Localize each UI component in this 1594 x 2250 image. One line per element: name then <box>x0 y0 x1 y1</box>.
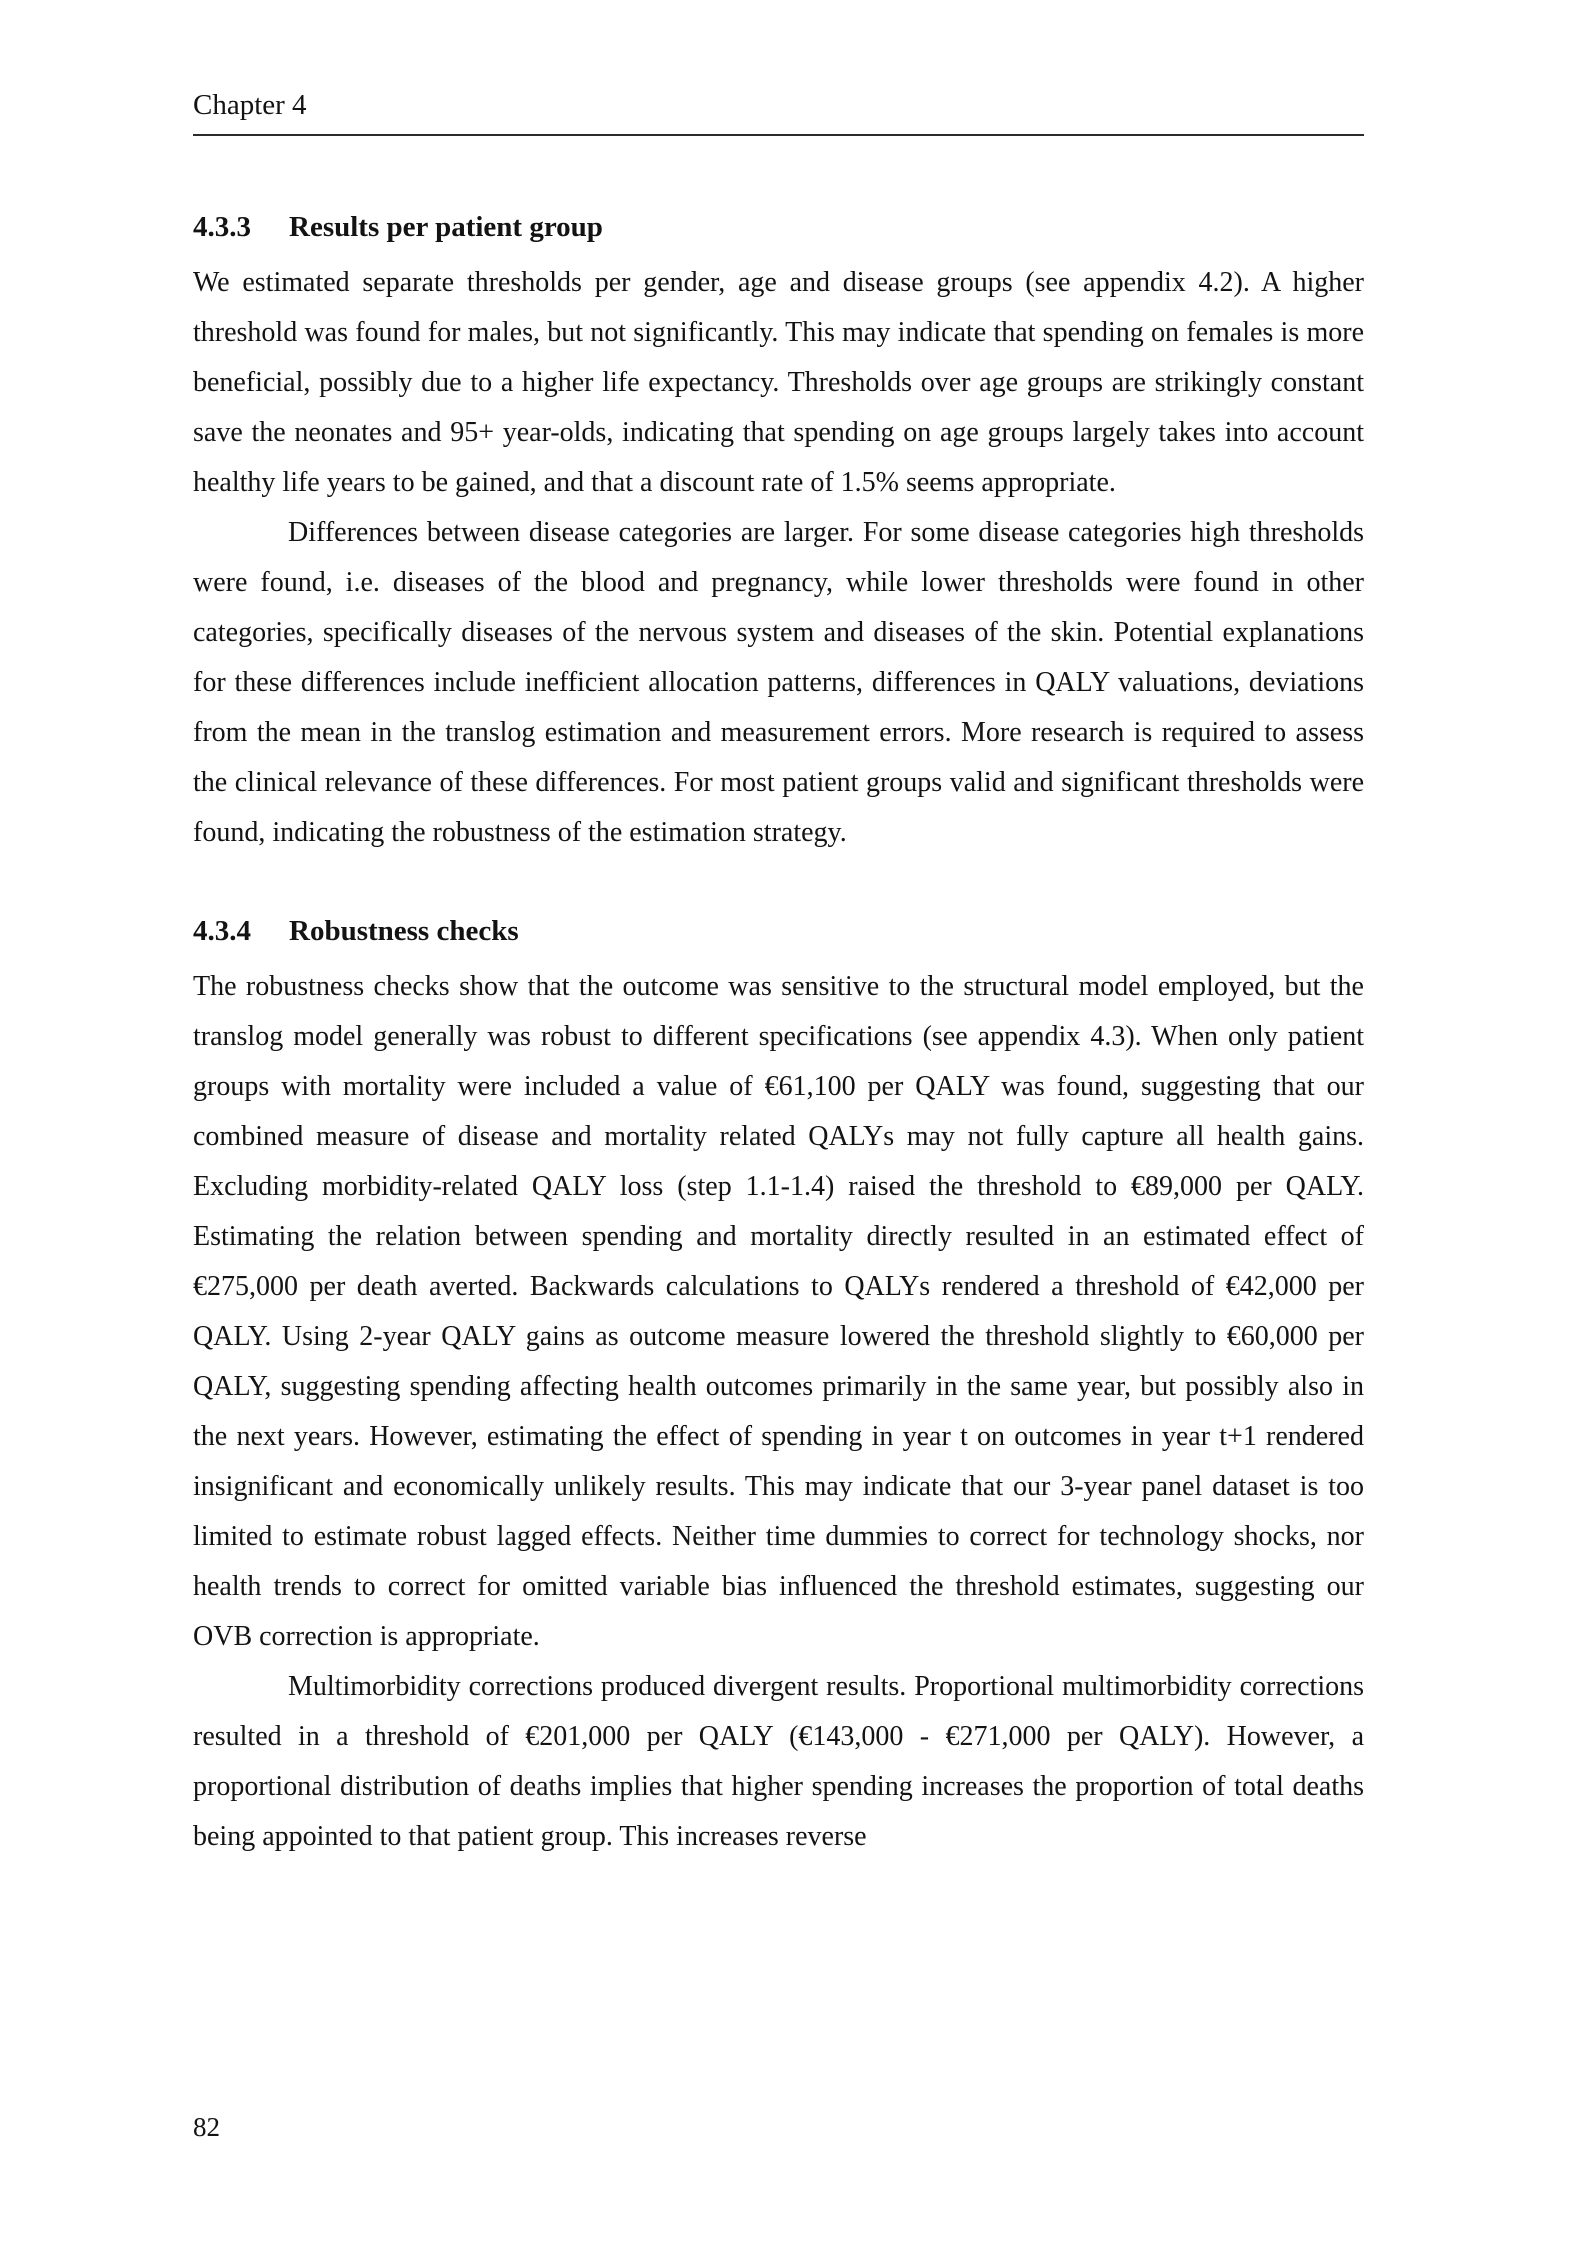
section-number: 4.3.4 <box>193 915 251 947</box>
page-number: 82 <box>193 2112 220 2142</box>
paragraph: We estimated separate thresholds per gender, age and disease groups (see appendix 4.2). A higher threshold was found for males, but not significantly. This may indicate that spending on females is more beneficial, possibly due to a higher life expectancy. Thresholds over age groups are strikingly constant save the neonates and 95+ year-olds, indicating that spending on age groups largely takes into account healthy life years to be gained, and that a discount rate of 1.5% seems appropriate. <box>193 267 1364 498</box>
chapter-running-header: Chapter 4 <box>193 88 1364 136</box>
section-4-3-4 <box>193 906 1364 1862</box>
paragraph: The robustness checks show that the outcome was sensitive to the structural model employed, but the translog model generally was robust to different specifications (see appendix 4.3). When only patient groups with mortality were included a value of €61,100 per QALY was found, suggesting that our combined measure of disease and mortality related QALYs may not fully capture all health gains. Excluding morbidity-related QALY loss (step 1.1-1.4) raised the threshold to €89,000 per QALY. Estimating the relation between spending and mortality directly resulted in an estimated effect of €275,000 per death averted. Backwards calculations to QALYs rendered a threshold of €42,000 per QALY. Using 2-year QALY gains as outcome measure lowered the threshold slightly to €60,000 per QALY, suggesting spending affecting health outcomes primarily in the same year, but possibly also in the next years. However, estimating the effect of spending in year t on outcomes in year t+1 rendered insignificant and economically unlikely results. This may indicate that our 3-year panel dataset is too limited to estimate robust lagged effects. Neither time dummies to correct for technology shocks, nor health trends to correct for omitted variable bias influenced the threshold estimates, suggesting our OVB correction is appropriate. <box>193 971 1364 1652</box>
section-number: 4.3.3 <box>193 211 251 243</box>
section-title: Robustness checks <box>289 915 519 947</box>
paragraph: Multimorbidity corrections produced divergent results. Proportional multimorbidity corrections resulted in a threshold of €201,000 per QALY (€143,000 - €271,000 per QALY). However, a proportional distribution of deaths implies that higher spending increases the proportion of total deaths being appointed to that patient group. This increases reverse <box>193 1671 1364 1852</box>
section-title: Results per patient group <box>289 211 603 243</box>
section-heading <box>193 202 1364 252</box>
section-heading <box>193 906 1364 956</box>
paragraph: Differences between disease categories are larger. For some disease categories high thresholds were found, i.e. diseases of the blood and pregnancy, while lower thresholds were found in other categories, specifically diseases of the nervous system and diseases of the skin. Potential explanations for these differences include inefficient allocation patterns, differences in QALY valuations, deviations from the mean in the translog estimation and measurement errors. More research is required to assess the clinical relevance of these differences. For most patient groups valid and significant thresholds were found, indicating the robustness of the estimation strategy. <box>193 517 1364 848</box>
section-4-3-3 <box>193 202 1364 858</box>
